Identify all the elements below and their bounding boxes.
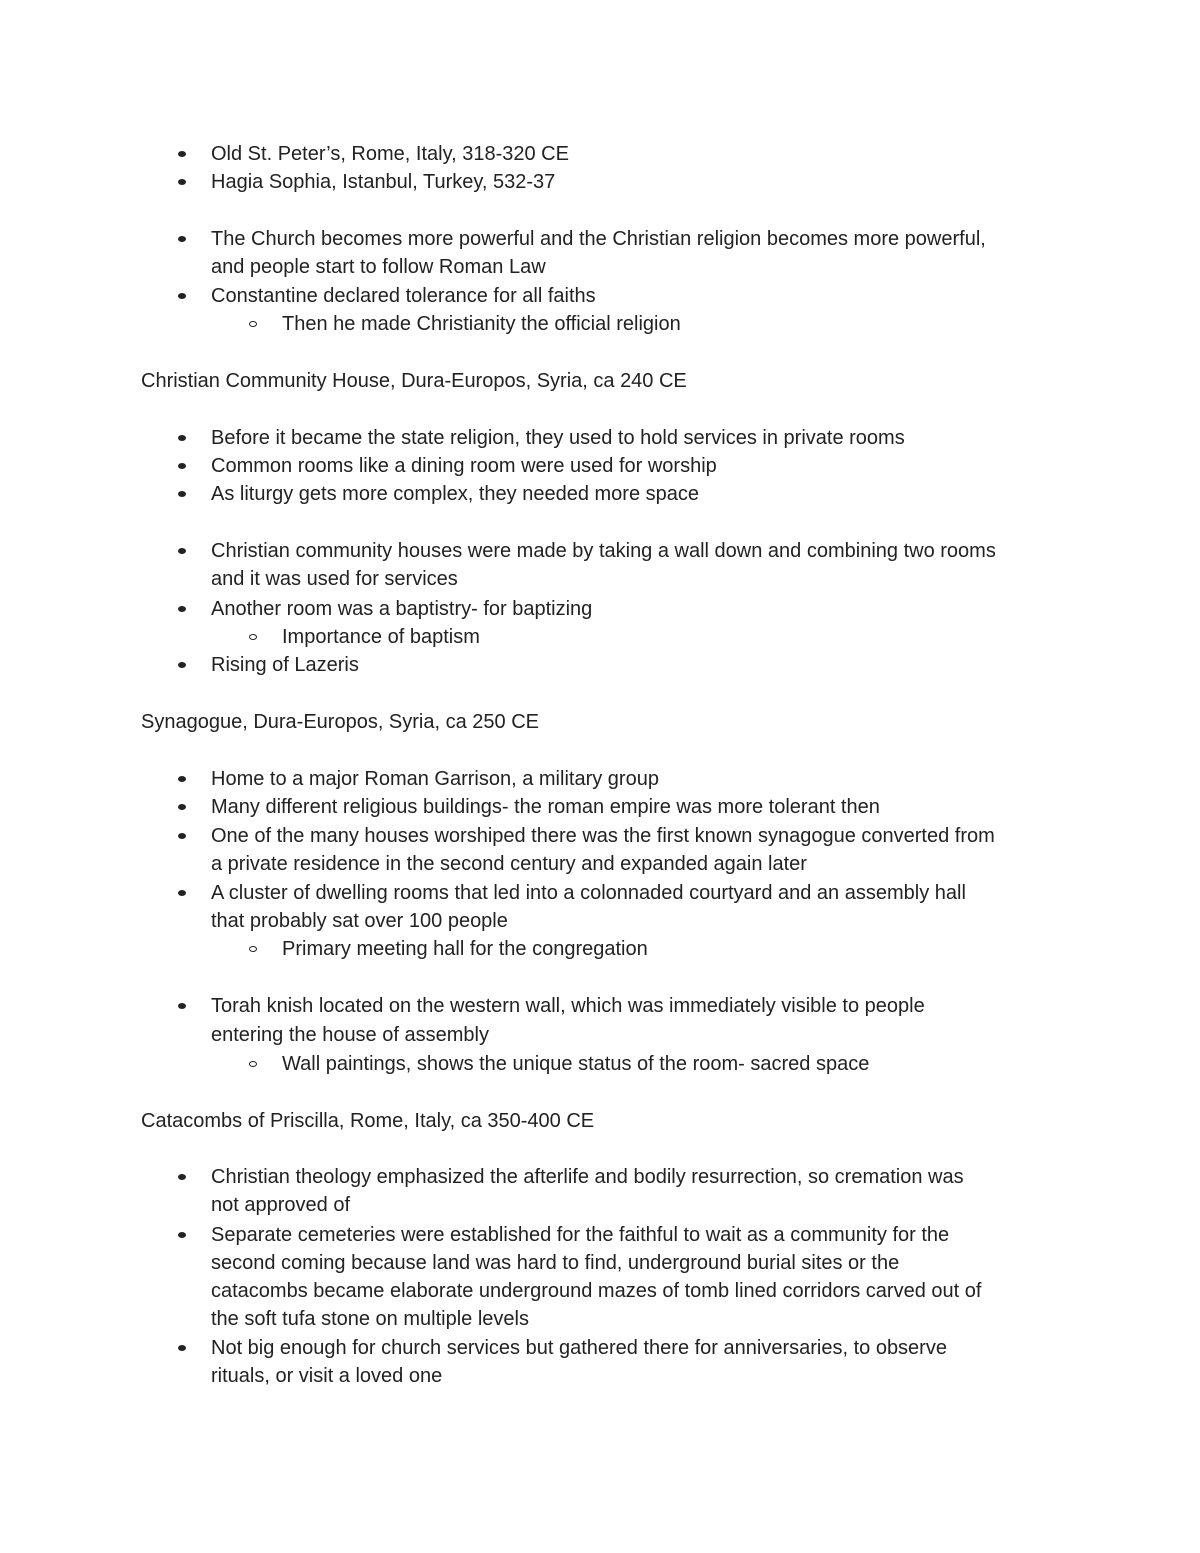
section-heading: Christian Community House, Dura-Europos, Syria, ca 240 CE (141, 370, 687, 392)
list-item: Another room was a baptistry- for baptizing (211, 598, 593, 620)
bullet-icon (178, 890, 186, 896)
sub-bullet-icon (249, 321, 257, 327)
bullet-icon (178, 833, 186, 839)
list-item-continuation: not approved of (211, 1194, 350, 1216)
sub-bullet-icon (249, 634, 257, 640)
list-item-continuation: a private residence in the second century and expanded again later (211, 853, 807, 875)
list-item: Home to a major Roman Garrison, a military group (211, 768, 659, 790)
list-item-continuation: second coming because land was hard to find, underground burial sites or the (211, 1252, 900, 1274)
bullet-icon (178, 548, 186, 554)
list-item: A cluster of dwelling rooms that led into a colonnaded courtyard and an assembly hall (211, 882, 966, 904)
list-item: Rising of Lazeris (211, 654, 359, 676)
bullet-icon (178, 606, 186, 612)
bullet-icon (178, 662, 186, 668)
list-item: Hagia Sophia, Istanbul, Turkey, 532-37 (211, 171, 556, 193)
list-item-continuation: catacombs became elaborate underground mazes of tomb lined corridors carved out of (211, 1280, 982, 1302)
list-item: Separate cemeteries were established for the faithful to wait as a community for the (211, 1224, 950, 1246)
section-heading: Catacombs of Priscilla, Rome, Italy, ca 350-400 CE (141, 1110, 595, 1132)
bullet-icon (178, 804, 186, 810)
list-item: Before it became the state religion, they used to hold services in private rooms (211, 427, 905, 449)
list-item-continuation: entering the house of assembly (211, 1024, 489, 1046)
list-item: One of the many houses worshiped there was the first known synagogue converted from (211, 825, 995, 847)
bullet-icon (178, 1003, 186, 1009)
section-heading: Synagogue, Dura-Europos, Syria, ca 250 CE (141, 711, 539, 733)
list-item: Many different religious buildings- the roman empire was more tolerant then (211, 796, 880, 818)
bullet-icon (178, 1345, 186, 1351)
sub-list-item: Then he made Christianity the official religion (282, 313, 681, 335)
list-item-continuation: and people start to follow Roman Law (211, 256, 546, 278)
list-item: Old St. Peter’s, Rome, Italy, 318-320 CE (211, 143, 569, 165)
list-item: Not big enough for church services but gathered there for anniversaries, to observe (211, 1337, 947, 1359)
list-item: Constantine declared tolerance for all faiths (211, 285, 596, 307)
list-item-continuation: rituals, or visit a loved one (211, 1365, 443, 1387)
list-item: The Church becomes more powerful and the Christian religion becomes more powerful, (211, 228, 986, 250)
bullet-icon (178, 1174, 186, 1180)
bullet-icon (178, 776, 186, 782)
list-item-continuation: the soft tufa stone on multiple levels (211, 1308, 529, 1330)
sub-list-item: Primary meeting hall for the congregation (282, 938, 648, 960)
sub-list-item: Wall paintings, shows the unique status of the room- sacred space (282, 1053, 870, 1075)
sub-bullet-icon (249, 1061, 257, 1067)
list-item: Torah knish located on the western wall, which was immediately visible to people (211, 995, 925, 1017)
sub-list-item: Importance of baptism (282, 626, 480, 648)
list-item: Christian community houses were made by taking a wall down and combining two rooms (211, 540, 996, 562)
bullet-icon (178, 1232, 186, 1238)
list-item-continuation: that probably sat over 100 people (211, 910, 508, 932)
list-item: Christian theology emphasized the afterlife and bodily resurrection, so cremation was (211, 1166, 964, 1188)
list-item-continuation: and it was used for services (211, 568, 458, 590)
list-item: Common rooms like a dining room were used for worship (211, 455, 717, 477)
sub-bullet-icon (249, 946, 257, 952)
bullet-icon (178, 179, 186, 185)
bullet-icon (178, 435, 186, 441)
bullet-icon (178, 236, 186, 242)
bullet-icon (178, 293, 186, 299)
bullet-icon (178, 463, 186, 469)
bullet-icon (178, 491, 186, 497)
list-item: As liturgy gets more complex, they needed more space (211, 483, 700, 505)
bullet-icon (178, 151, 186, 157)
